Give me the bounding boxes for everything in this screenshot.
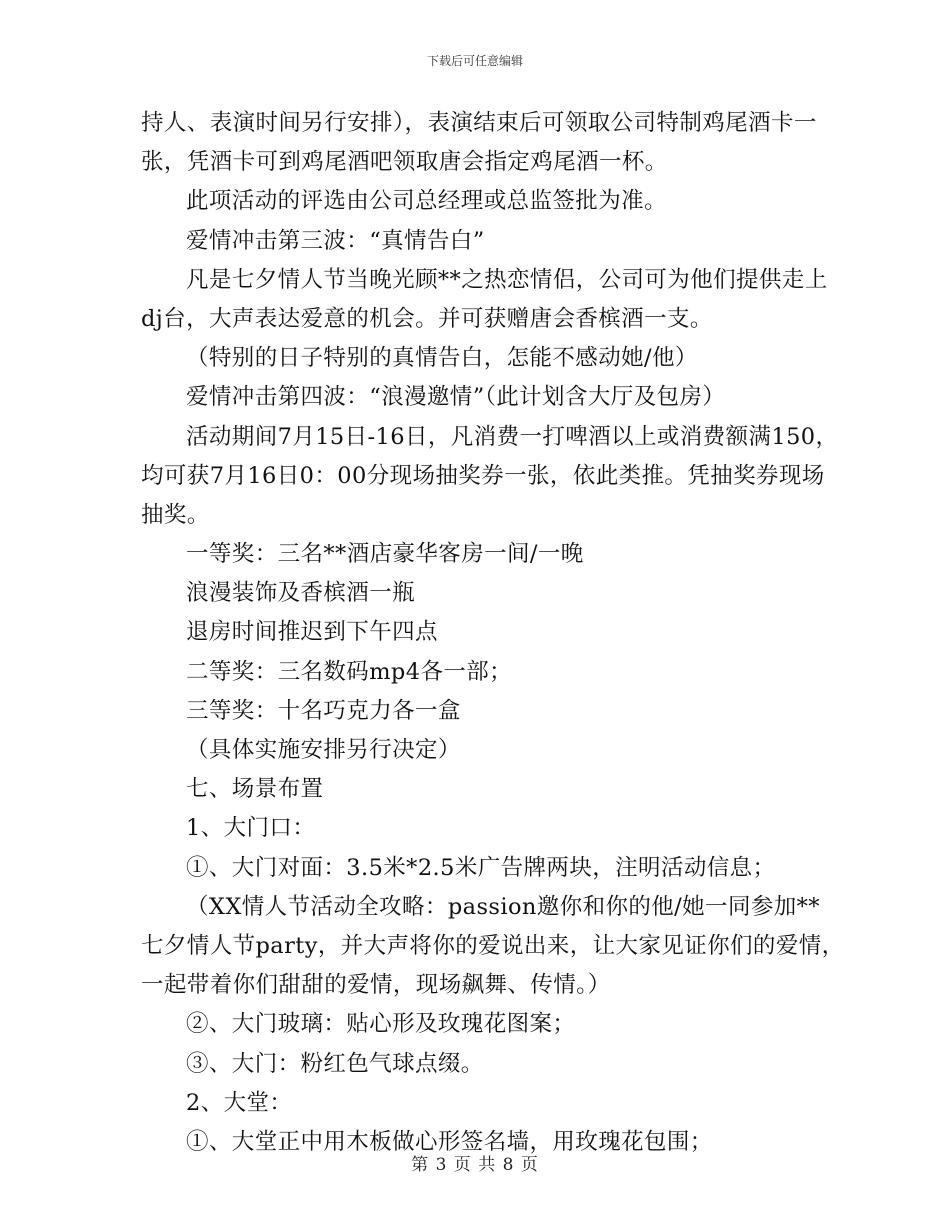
text-line: 持人、表演时间另行安排），表演结束后可领取公司特制鸡尾酒卡一 (141, 110, 817, 136)
section-heading: 七、场景布置 (186, 776, 324, 803)
text-line: 此项活动的评选由公司总经理或总监签批为准。 (186, 188, 667, 215)
text-line: 一起带着你们甜甜的爱情，现场飙舞、传情。） (141, 972, 611, 999)
list-item: ①、大门对面：3.5米*2.5米广告牌两块，注明活动信息； (186, 854, 776, 881)
list-item: ②、大门玻璃：贴心形及玫瑰花图案； (186, 1011, 576, 1038)
section-heading: 爱情冲击第三波：“真情告白” (186, 227, 485, 254)
prize-line: 退房时间推迟到下午四点 (186, 619, 438, 646)
page-footer-number: 第 3 页 共 8 页 (411, 1155, 539, 1175)
subsection-heading: 2、大堂： (186, 1089, 293, 1116)
prize-line: 浪漫装饰及香槟酒一瓶 (186, 580, 416, 607)
text-line: 张，凭酒卡可到鸡尾酒吧领取唐会指定鸡尾酒一杯。 (141, 149, 668, 176)
text-line: （XX情人节活动全攻略：passion邀你和你的他/她一同参加** (186, 893, 820, 920)
prize-line: 一等奖：三名**酒店豪华客房一间/一晚 (186, 541, 584, 568)
section-heading: 爱情冲击第四波：“浪漫邀情”（此计划含大厅及包房） (186, 384, 726, 411)
text-line: 抽奖。 (141, 501, 210, 528)
subsection-heading: 1、大门口： (186, 815, 316, 842)
page-header-note: 下载后可任意编辑 (426, 54, 523, 68)
text-line: 七夕情人节party，并大声将你的爱说出来，让大家见证你们的爱情， (141, 932, 845, 959)
text-line: 均可获7月16日0：00分现场抽奖券一张，依此类推。凭抽奖券现场 (141, 462, 825, 489)
prize-line: 三等奖：十名巧克力各一盒 (186, 697, 461, 724)
list-item: ①、大堂正中用木板做心形签名墙，用玫瑰花包围； (186, 1128, 713, 1155)
text-line: 活动期间7月15日-16日，凡消费一打啤酒以上或消费额满150， (186, 423, 839, 450)
text-line: 凡是七夕情人节当晚光顾**之热恋情侣，公司可为他们提供走上 (186, 266, 828, 293)
list-item: ③、大门：粉红色气球点缀。 (186, 1050, 484, 1077)
prize-line: 二等奖：三名数码mp4各一部； (186, 658, 513, 685)
document-body (141, 104, 845, 1162)
text-line: dj台，大声表达爱意的机会。并可获赠唐会香槟酒一支。 (141, 305, 713, 332)
text-line: （具体实施安排另行决定） (186, 737, 461, 763)
text-line: （特别的日子特别的真情告白，怎能不感动她/他） (186, 345, 698, 372)
